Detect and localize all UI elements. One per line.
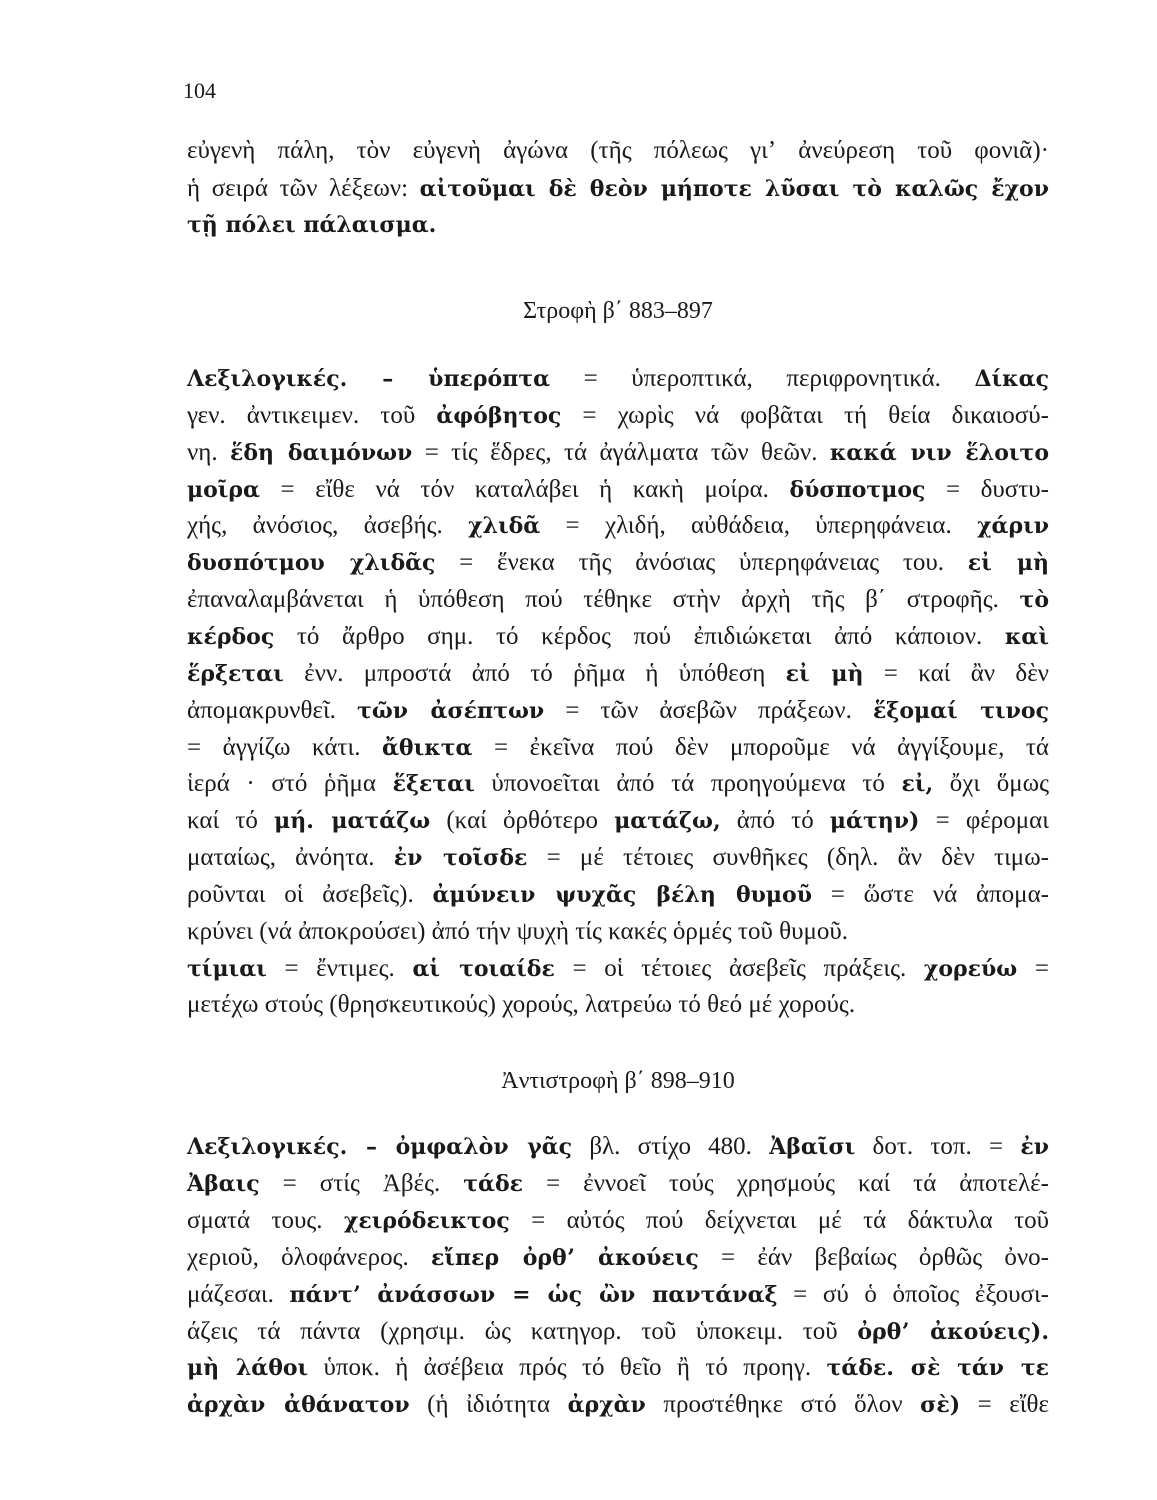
gloss-text: = ἀγγίζω κάτι. xyxy=(187,734,382,761)
lemma-bold: χορεύω xyxy=(923,956,1018,982)
gloss-text: καί τό xyxy=(187,807,275,834)
gloss-line xyxy=(187,804,1049,838)
gloss-line xyxy=(187,1351,1049,1385)
gloss-text: ματαίως, ἀνόητα. xyxy=(187,844,394,871)
gloss-text: = χωρὶς νά φοβᾶται τή θεία δικαιοσύ- xyxy=(561,402,1049,429)
gloss-text: χής, ἀνόσιος, ἀσεβής. xyxy=(187,512,469,539)
gloss-text: νη. xyxy=(187,439,230,466)
lemma-bold: μάτην) xyxy=(829,808,920,834)
lemma-bold: χλιδᾶ xyxy=(468,513,541,539)
gloss-text: = ἐάν βεβαίως ὀρθῶς ὀνο- xyxy=(698,1244,1050,1271)
lemma-bold: ἕρξεται xyxy=(187,661,284,687)
gloss-text: ἀπομακρυνθεῖ. xyxy=(187,697,358,724)
lemma-bold: δύσποτμος xyxy=(789,477,926,503)
gloss-text: προστέθηκε στό ὅλον xyxy=(645,1391,921,1418)
gloss-text: = xyxy=(1017,955,1049,982)
lemma-bold: ἀρχὰν ἀθάνατον xyxy=(187,1392,410,1418)
gloss-text: κρύνει (νά ἀποκρούσει) ἀπό τήν ψυχὴ τίς κακές ὁρμές τοῦ θυμοῦ. xyxy=(187,918,848,945)
gloss-text: = σύ ὁ ὁποῖος ἐξουσι- xyxy=(777,1281,1050,1308)
gloss-text: τό ἄρθρο σημ. τό κέρδος πού ἐπιδιώκεται ἀπό κάποιον. xyxy=(274,623,1005,650)
gloss-line xyxy=(187,583,1049,617)
gloss-text: = δυστυ- xyxy=(925,476,1049,503)
gloss-text: = εἴθε νά τόν καταλάβει ἡ κακὴ μοίρα. xyxy=(259,476,790,503)
gloss-text: = μέ τέτοιες συνθῆκες (δηλ. ἂν δὲν τιμω- xyxy=(527,844,1049,871)
gloss-text: = χλιδή, αὐθάδεια, ὑπερηφάνεια. xyxy=(540,512,978,539)
gloss-line xyxy=(187,1315,1049,1349)
gloss-text: βλ. στίχο 480. xyxy=(572,1133,770,1160)
gloss-text: ὄχι ὅμως xyxy=(933,770,1049,797)
gloss-line xyxy=(187,1241,1049,1275)
gloss-text: = καί ἂν δὲν xyxy=(863,660,1049,687)
lemma-bold: ἕξομαί τινος xyxy=(872,698,1049,724)
section-heading-antistrophe: Ἀντιστροφὴ β΄ 898–910 xyxy=(501,1068,735,1094)
gloss-text: ἐνν. μπροστά ἀπό τό ῥῆμα ἡ ὑπόθεση xyxy=(283,660,786,687)
gloss-text: = ὥστε νά ἀπομα- xyxy=(811,881,1050,908)
gloss-line xyxy=(187,1204,1049,1238)
gloss-line xyxy=(187,399,1049,433)
gloss-text: = φέρομαι xyxy=(919,807,1049,834)
lemma-bold: εἴπερ ὀρθʼ ἀκούεις xyxy=(430,1245,699,1271)
gloss-line xyxy=(187,767,1049,801)
lemma-bold: ἀμύνειν ψυχᾶς βέλη θυμοῦ xyxy=(432,882,812,908)
lemma-bold: ἀφόβητος xyxy=(436,403,562,429)
gloss-text: (καί ὀρθότερο xyxy=(430,807,615,834)
lemma-bold: Λεξιλογικές. – ὀμφαλὸν γᾶς xyxy=(187,1134,573,1160)
gloss-line xyxy=(187,1278,1049,1312)
gloss-line xyxy=(187,509,1049,543)
lemma-bold: ἐν xyxy=(1020,1134,1050,1160)
gloss-text: = ὑπεροπτικά, περιφρονητικά. xyxy=(550,365,975,392)
gloss-text: σματά τους. xyxy=(187,1207,344,1234)
gloss-line xyxy=(187,1388,1049,1422)
gloss-line xyxy=(187,362,1049,396)
gloss-text: = τίς ἕδρες, τά ἀγάλματα τῶν θεῶν. xyxy=(412,439,830,466)
lemma-bold: Ἀβαῖσι xyxy=(769,1134,856,1160)
lemma-bold: ἕξεται xyxy=(392,771,475,797)
lemma-bold: τῇ πόλει πάλαισμα. xyxy=(187,212,437,238)
gloss-line xyxy=(187,988,1049,1022)
gloss-text: = τῶν ἀσεβῶν πράξεων. xyxy=(544,697,873,724)
lemma-bold: Ἀβαις xyxy=(187,1171,260,1197)
lemma-bold: ἕδη δαιμόνων xyxy=(230,440,413,466)
lemma-bold: τῶν ἀσέπτων xyxy=(357,698,545,724)
gloss-text: = ἐννοεῖ τούς χρησμούς καί τά ἀποτελέ- xyxy=(523,1170,1049,1197)
lemma-bold: τάδε xyxy=(463,1171,524,1197)
gloss-line xyxy=(187,841,1049,875)
gloss-text: (ἡ ἰδιότητα xyxy=(409,1391,568,1418)
gloss-text: = ἔντιμες. xyxy=(266,955,413,982)
lemma-bold: μή. ματάζω xyxy=(274,808,431,834)
lemma-bold: Λεξιλογικές. – ὑπερόπτα xyxy=(187,366,551,392)
intro-line xyxy=(187,172,1049,206)
lemma-bold: ὀρθʼ ἀκούεις). xyxy=(857,1319,1049,1345)
gloss-line xyxy=(187,546,1049,580)
gloss-text: ἱερά · στό ῥῆμα xyxy=(187,770,393,797)
intro-line xyxy=(187,208,1049,242)
gloss-line xyxy=(187,473,1049,507)
gloss-line xyxy=(187,878,1049,912)
gloss-text: ἐπαναλαμβάνεται ἡ ὑπόθεση πού τέθηκε στὴν ἀρχὴ τῆς β΄ στροφῆς. xyxy=(187,586,1020,613)
lemma-bold: ἀρχὰν xyxy=(567,1392,646,1418)
gloss-text: ἡ σειρά τῶν λέξεων: xyxy=(187,175,420,202)
lemma-bold: Δίκας xyxy=(974,366,1049,392)
lemma-bold: κακά νιν ἕλοιτο xyxy=(829,440,1049,466)
lemma-bold: ἐν τοῖσδε xyxy=(393,845,528,871)
section-heading-strophe: Στροφὴ β΄ 883–897 xyxy=(523,298,713,324)
lemma-bold: εἰ μὴ xyxy=(785,661,864,687)
lemma-bold: χάριν xyxy=(977,513,1050,539)
lemma-bold: ἄθικτα xyxy=(381,735,473,761)
gloss-text: ὑποκ. ἡ ἀσέβεια πρός τό θεῖο ἢ τό προηγ. xyxy=(308,1354,827,1381)
lemma-bold: τὸ xyxy=(1019,587,1049,613)
page-number: 104 xyxy=(183,78,216,103)
gloss-line xyxy=(187,915,1049,949)
gloss-text: άζεις τά πάντα (χρησιμ. ὡς κατηγορ. τοῦ ὑποκειμ. τοῦ xyxy=(187,1318,858,1345)
gloss-text: = οἱ τέτοιες ἀσεβεῖς πράξεις. xyxy=(554,955,924,982)
lemma-bold: σὲ) xyxy=(920,1392,961,1418)
lemma-bold: πάντʼ ἀνάσσων = ὡς ὢν παντάναξ xyxy=(289,1282,778,1308)
gloss-line xyxy=(187,1130,1049,1164)
gloss-text: = στίς Ἀβές. xyxy=(259,1170,464,1197)
gloss-line xyxy=(187,952,1049,986)
gloss-text: χεριοῦ, ὁλοφάνερος. xyxy=(187,1244,431,1271)
lemma-bold: ματάζω, xyxy=(614,808,721,834)
lemma-bold: τάδε. σὲ τάν τε xyxy=(826,1355,1050,1381)
lemma-bold: εἰ μὴ xyxy=(967,550,1049,576)
gloss-text: μάζεσαι. xyxy=(187,1281,290,1308)
gloss-text: = αὐτός πού δείχνεται μέ τά δάκτυλα τοῦ xyxy=(509,1207,1049,1234)
lemma-bold: αἱ τοιαίδε xyxy=(412,956,555,982)
lemma-bold: αἰτοῦμαι δὲ θεὸν μήποτε λῦσαι τὸ καλῶς ἔχον xyxy=(419,176,1049,202)
gloss-line xyxy=(187,620,1049,654)
lemma-bold: μοῖρα xyxy=(187,477,260,503)
intro-line xyxy=(187,134,1049,168)
lemma-bold: εἰ, xyxy=(901,771,934,797)
gloss-text: = εἴθε xyxy=(960,1391,1049,1418)
gloss-line xyxy=(187,657,1049,691)
gloss-text: γεν. ἀντικειμεν. τοῦ xyxy=(187,402,437,429)
lemma-bold: κέρδος xyxy=(187,624,275,650)
lemma-bold: μὴ λάθοι xyxy=(187,1355,309,1381)
gloss-line xyxy=(187,1167,1049,1201)
gloss-text: δοτ. τοπ. = xyxy=(855,1133,1021,1160)
lemma-bold: καὶ xyxy=(1004,624,1049,650)
gloss-text: εὐγενὴ πάλη, τὸν εὐγενὴ ἀγώνα (τῆς πόλεως γιʼ ἀνεύρεση τοῦ φονιᾶ)· xyxy=(187,137,1049,164)
lemma-bold: τίμιαι xyxy=(187,956,267,982)
gloss-line xyxy=(187,694,1049,728)
gloss-text: ὑπονοεῖται ἀπό τά προηγούμενα τό xyxy=(474,770,902,797)
gloss-text: ροῦνται οἱ ἀσεβεῖς). xyxy=(187,881,433,908)
gloss-line xyxy=(187,436,1049,470)
gloss-text: = ἕνεκα τῆς ἀνόσιας ὑπερηφάνειας του. xyxy=(435,549,968,576)
gloss-text: ἀπό τό xyxy=(720,807,830,834)
gloss-line xyxy=(187,731,1049,765)
gloss-text: = ἐκεῖνα πού δὲν μποροῦμε νά ἀγγίξουμε, τά xyxy=(472,734,1049,761)
lemma-bold: δυσπότμου χλιδᾶς xyxy=(187,550,436,576)
gloss-text: μετέχω στούς (θρησκευτικούς) χορούς, λατρεύω τό θεό μέ χορούς. xyxy=(187,991,856,1018)
lemma-bold: χειρόδεικτος xyxy=(343,1208,510,1234)
